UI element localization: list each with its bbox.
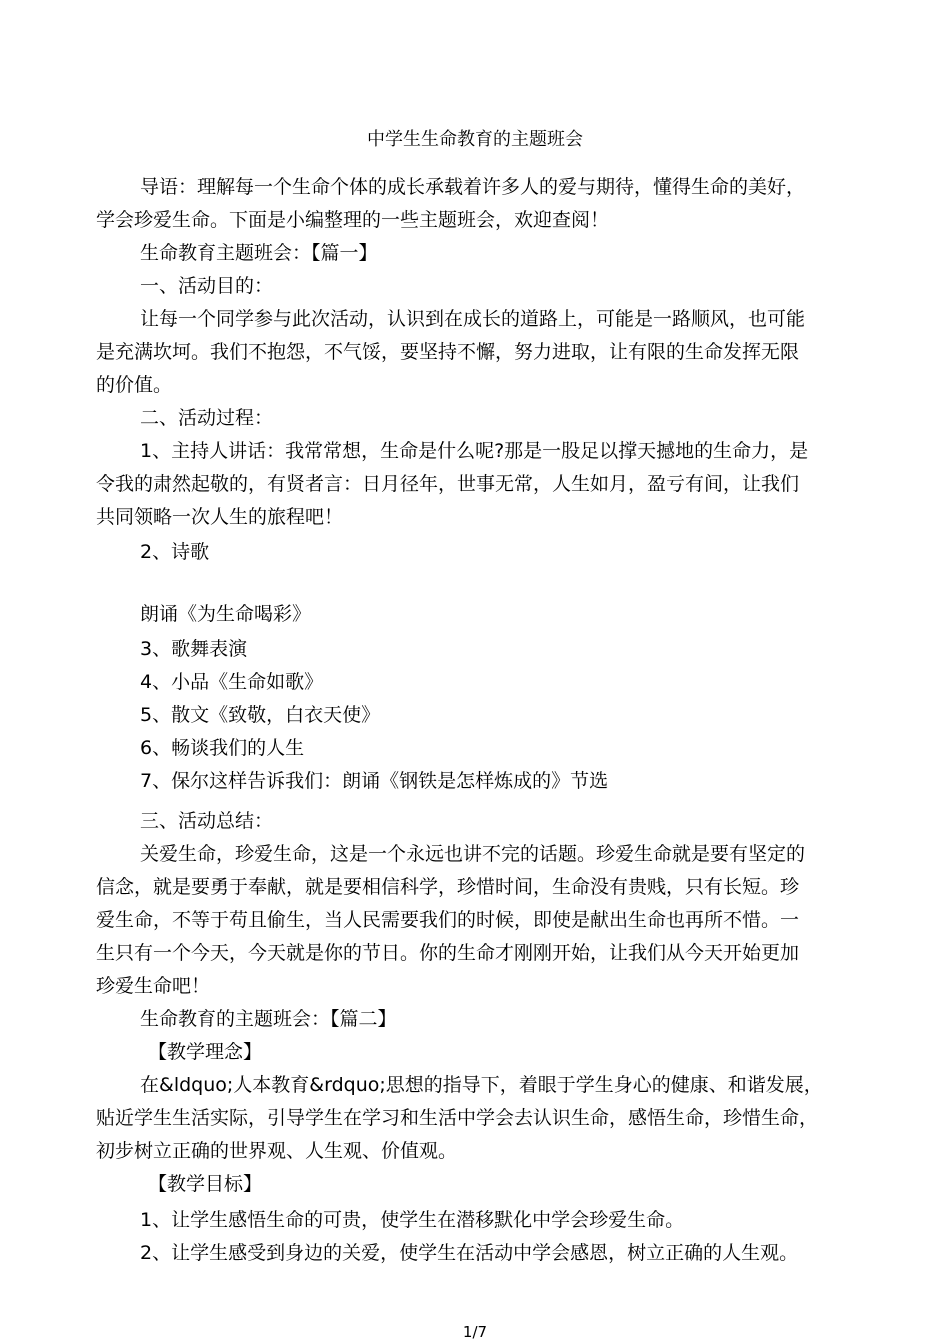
list-item: 2、让学生感受到身边的关爱，使学生在活动中学会感恩，树立正确的人生观。 — [140, 1242, 799, 1264]
body-line: 信念，就是要勇于奉献，就是要相信科学，珍惜时间，生命没有贵贱，只有长短。珍 — [96, 876, 800, 898]
section-heading: 生命教育主题班会：【篇一】 — [140, 242, 378, 264]
body-line: 贴近学生生活实际，引导学生在学习和生活中学会去认识生命，感悟生命，珍惜生命， — [96, 1107, 819, 1129]
document-title: 中学生生命教育的主题班会 — [367, 129, 583, 150]
body-line: 共同领略一次人生的旅程吧！ — [96, 506, 344, 528]
body-line: 初步树立正确的世界观、人生观、价值观。 — [96, 1140, 458, 1162]
subsection-heading: 一、活动目的： — [140, 275, 274, 297]
body-line: 学会珍爱生命。下面是小编整理的一些主题班会，欢迎查阅！ — [96, 209, 610, 231]
subsection-heading: 【教学理念】 — [148, 1041, 263, 1063]
list-item: 5、散文《致敬，白衣天使》 — [140, 704, 381, 726]
list-item: 3、歌舞表演 — [140, 638, 248, 660]
list-item: 6、畅谈我们的人生 — [140, 737, 305, 759]
list-item: 2、诗歌 — [140, 541, 210, 563]
body-line: 让每一个同学参与此次活动，认识到在成长的道路上，可能是一路顺风，也可能 — [140, 308, 806, 330]
list-item: 朗诵《为生命喝彩》 — [140, 603, 312, 625]
subsection-heading: 二、活动过程： — [140, 407, 274, 429]
list-item: 1、让学生感悟生命的可贵，使学生在潜移默化中学会珍爱生命。 — [140, 1209, 685, 1231]
body-line: 生只有一个今天，今天就是你的节日。你的生命才刚刚开始，让我们从今天开始更加 — [96, 942, 800, 964]
body-line: 导语：理解每一个生命个体的成长承载着许多人的爱与期待，懂得生命的美好， — [140, 176, 806, 198]
subsection-heading: 【教学目标】 — [148, 1173, 263, 1195]
body-line: 爱生命，不等于苟且偷生，当人民需要我们的时候，即使是献出生命也再所不惜。一 — [96, 909, 800, 931]
body-line: 关爱生命，珍爱生命，这是一个永远也讲不完的话题。珍爱生命就是要有坚定的 — [140, 843, 806, 865]
body-line: 珍爱生命吧！ — [96, 975, 211, 997]
subsection-heading: 三、活动总结： — [140, 810, 274, 832]
section-heading: 生命教育的主题班会：【篇二】 — [140, 1008, 397, 1030]
list-item: 7、保尔这样告诉我们：朗诵《钢铁是怎样炼成的》节选 — [140, 770, 609, 792]
page-number: 1/7 — [462, 1323, 488, 1341]
body-line: 是充满坎坷。我们不抱怨，不气馁，要坚持不懈，努力进取，让有限的生命发挥无限 — [96, 341, 800, 363]
list-item: 4、小品《生命如歌》 — [140, 671, 324, 693]
body-line: 令我的肃然起敬的，有贤者言：日月径年，世事无常，人生如月，盈亏有间，让我们 — [96, 473, 800, 495]
body-line: 在&ldquo;人本教育&rdquo;思想的指导下，着眼于学生身心的健康、和谐发展， — [140, 1074, 823, 1096]
body-line: 1、主持人讲话：我常常想，生命是什么呢?那是一股足以撑天撼地的生命力，是 — [140, 440, 809, 462]
body-line: 的价值。 — [96, 374, 173, 396]
